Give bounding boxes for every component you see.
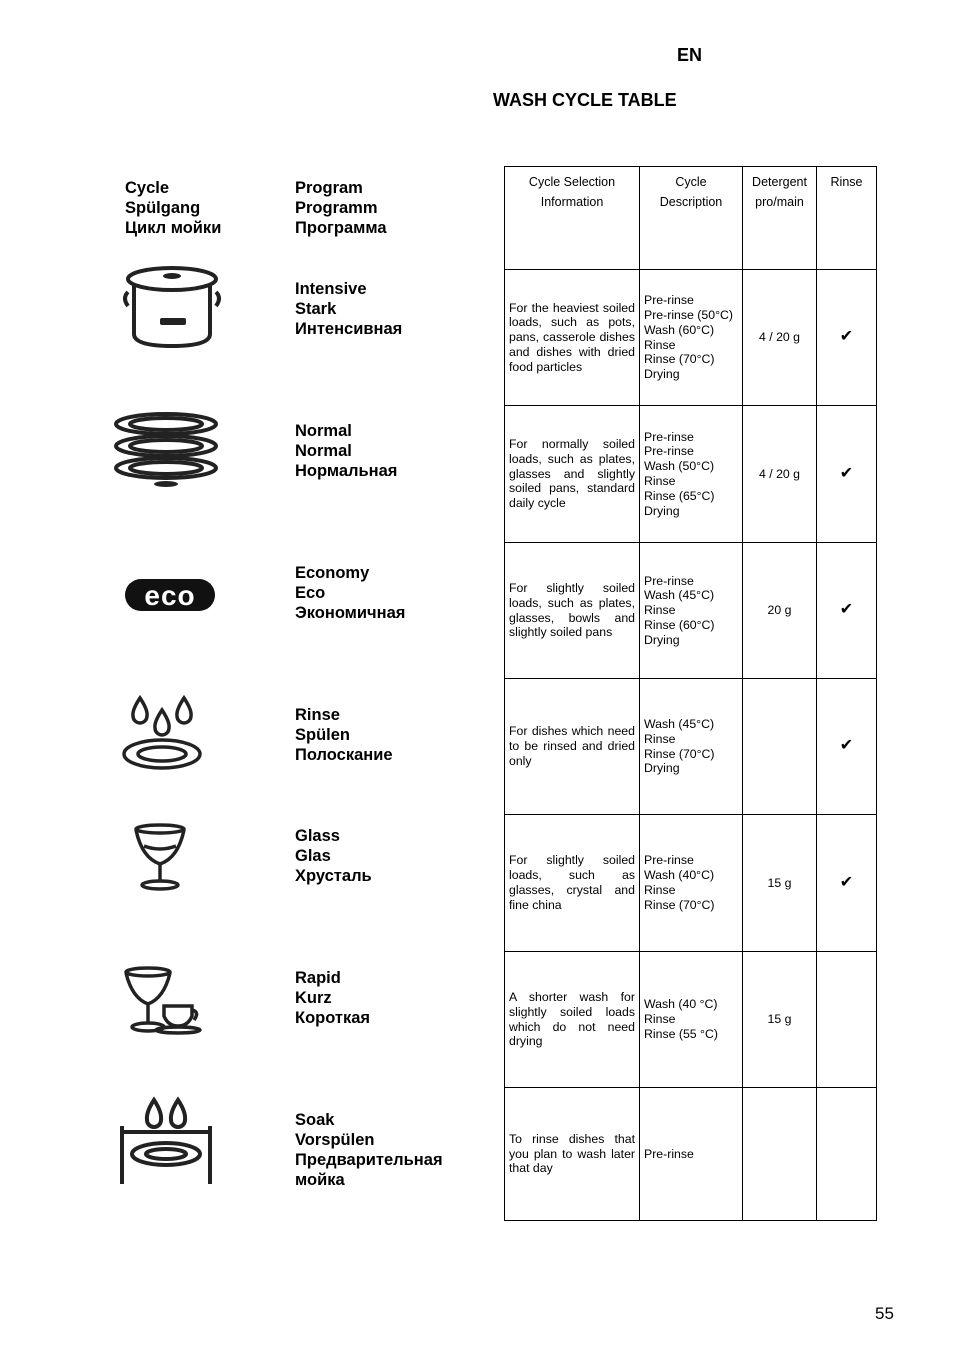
- program-name-en: Intensive: [295, 280, 367, 298]
- program-column-header: [295, 178, 387, 238]
- cycle-description-cell: [640, 270, 743, 406]
- cycle-step: Wash (40 °C): [644, 997, 718, 1012]
- table-row: [505, 679, 877, 815]
- page-number: 55: [875, 1304, 894, 1323]
- soak-icon: [116, 1096, 216, 1188]
- cycle-step: Wash (45°C): [644, 716, 715, 731]
- wine-glass-icon: [130, 822, 190, 894]
- cycle-step: Rinse (70°C): [644, 352, 715, 367]
- cycle-step: Pre-rinse: [644, 429, 694, 444]
- program-name-en: Economy: [295, 564, 370, 582]
- table-row: [505, 1088, 877, 1221]
- cycle-description-cell: [640, 543, 743, 679]
- eco-icon-text: eco: [144, 580, 196, 611]
- cycle-step: Pre-rinse: [644, 1146, 694, 1161]
- program-name-en: Rapid: [295, 969, 341, 987]
- cycle-info-cell: For dishes which need to be rinsed and dried only: [505, 679, 640, 815]
- program-name-de: Glas: [295, 847, 331, 865]
- program-header-en: Program: [295, 179, 363, 197]
- program-rapid: [295, 968, 370, 1028]
- rinse-check-icon: ✔: [817, 406, 877, 543]
- cycle-step: Drying: [644, 503, 680, 518]
- header-text: Description: [659, 195, 723, 209]
- program-header-ru: Программа: [295, 219, 387, 237]
- cycle-info-cell: For slightly soiled loads, such as glasses, crystal and fine china: [505, 815, 640, 952]
- cycle-step: Wash (50°C): [644, 459, 715, 474]
- glass-cup-icon: [120, 964, 204, 1036]
- page-title: WASH CYCLE TABLE: [493, 90, 677, 110]
- cycle-step: Pre-rinse (50°C): [644, 307, 733, 322]
- detergent-cell: 15 g: [743, 952, 817, 1088]
- cycle-step: Rinse: [644, 337, 676, 352]
- rinse-check-icon: [817, 1088, 877, 1221]
- header-detergent: [743, 167, 817, 270]
- cycle-step: Wash (60°C): [644, 322, 715, 337]
- pot-icon: [120, 262, 224, 354]
- detergent-cell: 4 / 20 g: [743, 270, 817, 406]
- program-rinse: [295, 705, 393, 765]
- rinse-check-icon: ✔: [817, 543, 877, 679]
- cycle-step: Drying: [644, 761, 680, 776]
- header-cycle-description: [640, 167, 743, 270]
- language-code: EN: [677, 45, 703, 65]
- header-text: Information: [540, 195, 604, 209]
- program-name-ru: Хрусталь: [295, 867, 372, 885]
- header-text: Rinse: [830, 175, 863, 189]
- program-name-de: Eco: [295, 584, 326, 602]
- detergent-cell: 20 g: [743, 543, 817, 679]
- cycle-description-cell: [640, 815, 743, 952]
- cycle-step: Pre-rinse: [644, 444, 694, 459]
- cycle-step: Rinse (70°C): [644, 897, 715, 912]
- program-economy: [295, 563, 405, 623]
- program-name-de: Kurz: [295, 989, 332, 1007]
- detergent-cell: [743, 679, 817, 815]
- detergent-cell: 15 g: [743, 815, 817, 952]
- rinse-check-icon: ✔: [817, 815, 877, 952]
- header-rinse: [817, 167, 877, 270]
- program-glass: [295, 826, 372, 886]
- program-normal: [295, 421, 397, 481]
- program-name-de: Vorspülen: [295, 1131, 375, 1149]
- cycle-step: Rinse (60°C): [644, 617, 715, 632]
- program-name-de: Stark: [295, 300, 337, 318]
- cycle-header-ru: Цикл мойки: [125, 219, 222, 237]
- cycle-step: Pre-rinse: [644, 293, 694, 308]
- table-row: [505, 543, 877, 679]
- cycle-step: Pre-rinse: [644, 573, 694, 588]
- header-cycle-selection-info: [505, 167, 640, 270]
- cycle-step: Wash (40°C): [644, 868, 715, 883]
- program-soak: [295, 1110, 443, 1190]
- cycle-info-cell: To rinse dishes that you plan to wash later that day: [505, 1088, 640, 1221]
- program-name-ru: Предварительная: [295, 1151, 443, 1169]
- cycle-step: Rinse: [644, 1012, 676, 1027]
- header-text: Cycle Selection: [528, 175, 616, 189]
- cycle-header-en: Cycle: [125, 179, 170, 197]
- table-row: [505, 815, 877, 952]
- table-row: [505, 270, 877, 406]
- program-intensive: [295, 279, 402, 339]
- program-name-en: Normal: [295, 422, 352, 440]
- cycle-description-cell: [640, 679, 743, 815]
- program-name-ru: Полоскание: [295, 746, 393, 764]
- cycle-step: Wash (45°C): [644, 588, 715, 603]
- program-name-en: Rinse: [295, 706, 340, 724]
- program-name-ru: Экономичная: [295, 604, 406, 622]
- header-text: Detergent: [752, 175, 807, 189]
- cycle-description-cell: [640, 952, 743, 1088]
- table-header-row: [505, 167, 877, 270]
- drops-plate-icon: [120, 692, 204, 774]
- eco-icon: [123, 575, 217, 615]
- program-name-en: Glass: [295, 827, 340, 845]
- wash-cycle-table: [504, 166, 877, 1221]
- cycle-column-header: [125, 178, 221, 238]
- cycle-step: Rinse: [644, 603, 676, 618]
- cycle-description-cell: [640, 406, 743, 543]
- cycle-step: Pre-rinse: [644, 853, 694, 868]
- rinse-check-icon: ✔: [817, 679, 877, 815]
- cycle-info-cell: For slightly soiled loads, such as plates, glasses, bowls and slightly soiled pans: [505, 543, 640, 679]
- cycle-info-cell: For normally soiled loads, such as plates, glasses and slightly soiled pans, standard daily cycle: [505, 406, 640, 543]
- cycle-step: Rinse (55 °C): [644, 1026, 718, 1041]
- program-name-en: Soak: [295, 1111, 335, 1129]
- cycle-step: Rinse: [644, 474, 676, 488]
- cycle-step: Rinse: [644, 731, 676, 746]
- detergent-cell: [743, 1088, 817, 1221]
- program-name-de: Spülen: [295, 726, 351, 744]
- header-text: pro/main: [755, 195, 804, 209]
- cycle-step: Rinse (70°C): [644, 746, 715, 761]
- cycle-step: Rinse (65°C): [644, 488, 715, 503]
- cycle-step: Drying: [644, 367, 680, 382]
- rinse-check-icon: ✔: [817, 270, 877, 406]
- cycle-description-cell: [640, 1088, 743, 1221]
- table-row: [505, 406, 877, 543]
- program-name-ru: Интенсивная: [295, 320, 403, 338]
- rinse-check-icon: [817, 952, 877, 1088]
- cycle-info-cell: For the heaviest soiled loads, such as pots, pans, casserole dishes and dishes with dried food particles: [505, 270, 640, 406]
- cycle-step: Rinse: [644, 883, 676, 897]
- detergent-cell: 4 / 20 g: [743, 406, 817, 543]
- program-header-de: Programm: [295, 199, 378, 217]
- cycle-header-de: Spülgang: [125, 199, 201, 217]
- program-name-ru: Нормальная: [295, 462, 398, 480]
- program-name-ru-2: мойка: [295, 1171, 345, 1189]
- header-text: Cycle: [675, 175, 707, 189]
- program-name-ru: Короткая: [295, 1009, 371, 1027]
- cycle-info-cell: A shorter wash for slightly soiled loads which do not need drying: [505, 952, 640, 1088]
- table-row: [505, 952, 877, 1088]
- plates-stack-icon: [112, 410, 220, 488]
- program-name-de: Normal: [295, 442, 352, 460]
- cycle-step: Drying: [644, 632, 680, 647]
